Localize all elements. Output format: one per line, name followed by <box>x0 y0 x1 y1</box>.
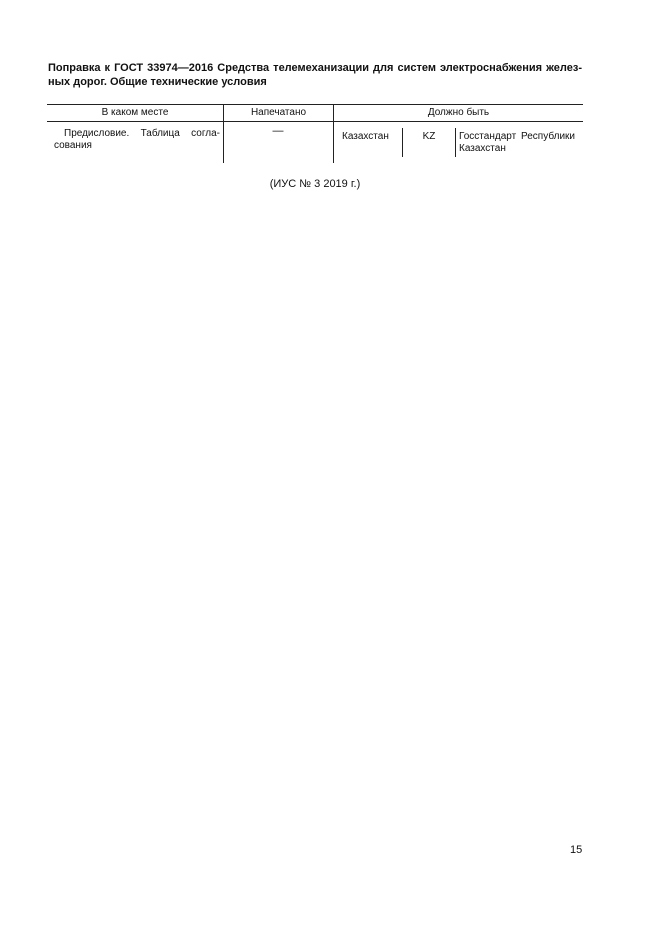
header-printed: Напечатано <box>250 107 307 118</box>
cell-country: Казахстан <box>342 131 389 142</box>
subcolumn-divider <box>402 128 403 157</box>
header-should-be: Должно быть <box>427 107 490 118</box>
table-top-border <box>47 104 583 105</box>
cell-organization: Госстандарт Республики Казахстан <box>459 131 575 154</box>
cell-country-code: KZ <box>422 131 436 142</box>
table-header-border <box>47 121 583 122</box>
cell-printed: — <box>272 125 284 137</box>
cell-place: Предисловие. Таблица согласования <box>54 128 220 151</box>
subcolumn-divider <box>455 128 456 157</box>
document-title: Поправка к ГОСТ 33974—2016 Средства телемеханизации для систем электроснабжения железных дорог. Общие технические условия <box>48 62 582 88</box>
page-number: 15 <box>570 844 583 856</box>
header-where: В каком месте <box>101 107 169 118</box>
source-reference: (ИУС № 3 2019 г.) <box>269 178 361 190</box>
